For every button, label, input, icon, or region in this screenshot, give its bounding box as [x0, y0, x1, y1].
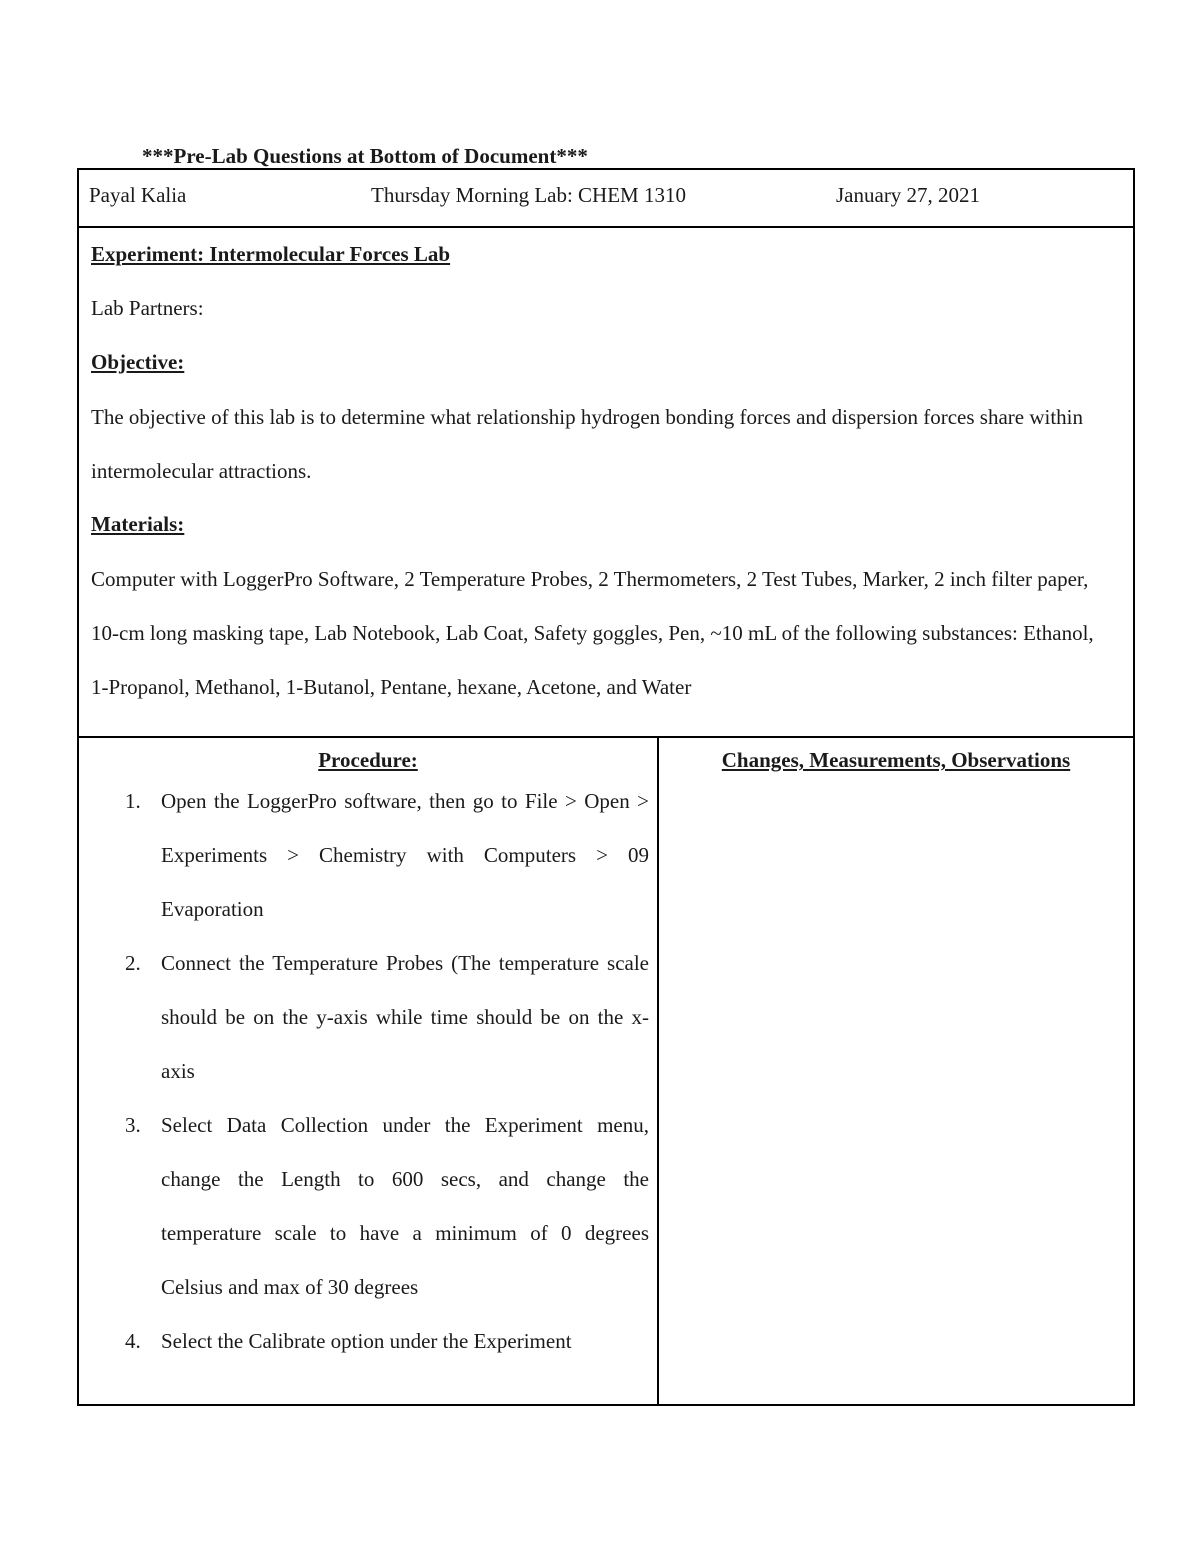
- procedure-step: [79, 774, 649, 936]
- procedure-heading: Procedure:: [318, 748, 418, 772]
- experiment-title: Experiment: Intermolecular Forces Lab: [91, 242, 451, 266]
- procedure-step: [79, 1314, 649, 1368]
- step-text: Open the LoggerPro software, then go to File > Open > Experiments > Chemistry with Computers > 09 Evaporation: [161, 789, 649, 921]
- header-row: [79, 170, 1133, 228]
- procedure-column: [79, 738, 659, 1404]
- student-name: Payal Kalia: [89, 183, 187, 207]
- step-text: Connect the Temperature Probes (The temperature scale should be on the y-axis while time should be on the x-axis: [161, 951, 649, 1083]
- procedure-step: [79, 1098, 649, 1314]
- procedure-step: [79, 936, 649, 1098]
- report-date: January 27, 2021: [836, 183, 981, 207]
- step-text: Select the Calibrate option under the Experiment: [161, 1329, 572, 1353]
- objective-heading: Objective:: [91, 350, 185, 374]
- step-text: Select Data Collection under the Experiment menu, change the Length to 600 secs, and change the temperature scale to have a minimum of 0 degrees Celsius and max of 30 degrees: [161, 1113, 649, 1299]
- materials-heading: Materials:: [91, 512, 185, 536]
- observations-column: [659, 738, 1133, 1404]
- lab-report-table: [77, 168, 1135, 1406]
- course-info: Thursday Morning Lab: CHEM 1310: [371, 183, 686, 207]
- step-number: 2.: [125, 951, 141, 975]
- page-banner: ***Pre-Lab Questions at Bottom of Document***: [142, 144, 588, 168]
- step-number: 1.: [125, 789, 141, 813]
- observations-heading: Changes, Measurements, Observations: [721, 748, 1071, 772]
- step-number: 4.: [125, 1329, 141, 1353]
- lab-partners: Lab Partners:: [91, 296, 204, 320]
- step-number: 3.: [125, 1113, 141, 1137]
- materials-text: Computer with LoggerPro Software, 2 Temperature Probes, 2 Thermometers, 2 Test Tubes, Marker, 2 inch filter paper, 10-cm long masking tape, Lab Notebook, Lab Coat, Safety goggles, Pen, ~10 mL of the following substances: Ethanol, 1-Propanol, Methanol, 1-Butanol, Pentane, hexane, Acetone, and Water: [91, 567, 1094, 699]
- procedure-steps: [79, 774, 649, 1368]
- objective-text: The objective of this lab is to determine what relationship hydrogen bonding forces and dispersion forces share within intermolecular attractions.: [91, 405, 1083, 483]
- experiment-info-section: [79, 228, 1133, 738]
